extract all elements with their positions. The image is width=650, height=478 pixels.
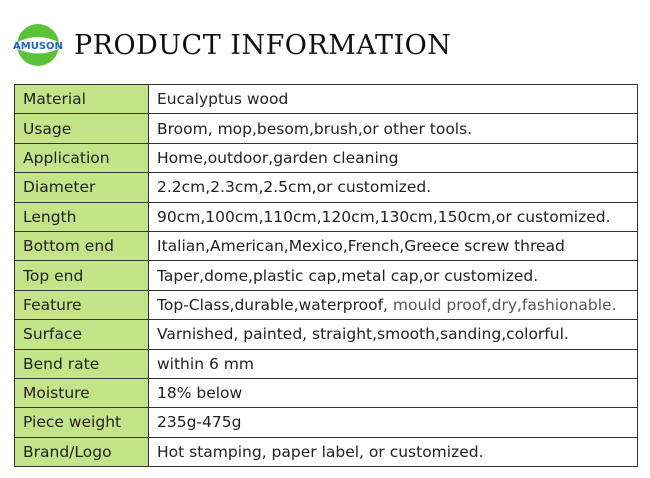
row-value-text: 18% below bbox=[157, 384, 243, 403]
row-value bbox=[149, 261, 638, 290]
table-row bbox=[15, 290, 638, 319]
row-value bbox=[149, 85, 638, 114]
row-value bbox=[149, 437, 638, 466]
table-row bbox=[15, 408, 638, 437]
row-value bbox=[149, 231, 638, 260]
row-value bbox=[149, 378, 638, 407]
row-value-text: Eucalyptus wood bbox=[157, 90, 289, 109]
row-value-text: Hot stamping, paper label, or customized. bbox=[157, 442, 484, 461]
row-label: Diameter bbox=[15, 173, 149, 202]
row-value bbox=[149, 143, 638, 172]
table-row bbox=[15, 320, 638, 349]
row-label: Usage bbox=[15, 114, 149, 143]
row-value-text: Broom, mop,besom,brush,or other tools. bbox=[157, 119, 473, 138]
row-value-text: 2.2cm,2.3cm,2.5cm,or customized. bbox=[157, 178, 432, 197]
table-row bbox=[15, 114, 638, 143]
row-label: Surface bbox=[15, 320, 149, 349]
table-row bbox=[15, 85, 638, 114]
row-label: Top end bbox=[15, 261, 149, 290]
row-value-text: 235g-475g bbox=[157, 413, 242, 432]
header bbox=[8, 20, 451, 70]
row-value-text: within 6 mm bbox=[157, 354, 254, 373]
row-value bbox=[149, 349, 638, 378]
svg-text:AMUSON: AMUSON bbox=[13, 41, 63, 52]
row-label: Length bbox=[15, 202, 149, 231]
page-title: PRODUCT INFORMATION bbox=[74, 29, 452, 61]
table-row bbox=[15, 349, 638, 378]
table-row bbox=[15, 202, 638, 231]
table-row bbox=[15, 261, 638, 290]
table-row bbox=[15, 437, 638, 466]
row-value bbox=[149, 202, 638, 231]
row-value bbox=[149, 408, 638, 437]
row-value-text: Home,outdoor,garden cleaning bbox=[157, 148, 399, 167]
row-label: Material bbox=[15, 85, 149, 114]
table-row bbox=[15, 143, 638, 172]
table-row bbox=[15, 173, 638, 202]
row-value bbox=[149, 173, 638, 202]
row-value bbox=[149, 290, 638, 319]
row-value-extra: mould proof,dry,fashionable. bbox=[387, 295, 617, 314]
table-row bbox=[15, 231, 638, 260]
row-label: Moisture bbox=[15, 378, 149, 407]
row-value-text: Italian,American,Mexico,French,Greece screw thread bbox=[157, 237, 565, 256]
row-label: Bend rate bbox=[15, 349, 149, 378]
row-label: Feature bbox=[15, 290, 149, 319]
table-row bbox=[15, 378, 638, 407]
product-info-table bbox=[14, 84, 638, 467]
row-value bbox=[149, 320, 638, 349]
row-value-text: 90cm,100cm,110cm,120cm,130cm,150cm,or customized. bbox=[157, 207, 611, 226]
row-label: Application bbox=[15, 143, 149, 172]
row-value bbox=[149, 114, 638, 143]
row-label: Bottom end bbox=[15, 231, 149, 260]
row-value-text: Taper,dome,plastic cap,metal cap,or customized. bbox=[157, 266, 539, 285]
amuson-logo bbox=[8, 22, 68, 68]
row-value-text: Top-Class,durable,waterproof, bbox=[157, 295, 388, 314]
row-label: Brand/Logo bbox=[15, 437, 149, 466]
row-value-text: Varnished, painted, straight,smooth,sanding,colorful. bbox=[157, 325, 569, 344]
row-label: Piece weight bbox=[15, 408, 149, 437]
